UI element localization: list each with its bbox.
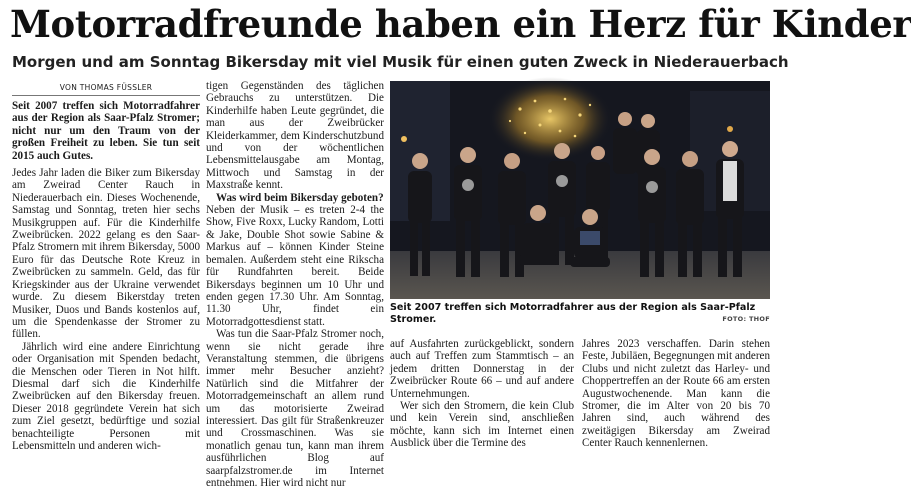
group-photo-illustration — [390, 81, 770, 299]
paragraph: Wer sich den Stromern, die kein Club und kein Verein sind, anschließen möchte, kann sich im Internet einen Ausblick über die Termine des — [390, 400, 574, 450]
paragraph: Jahres 2023 verschaffen. Darin stehen Feste, Jubiläen, Begegnungen mit anderen Clubs und nicht zuletzt das Harley- und Choppertreffen an der Route 66 am ersten Augustwochenende. Man kann die Stromer, die im Alter von 20 bis 70 Jahren sind, auch während des zweitägigen Bikersday am Zweirad Center Rauch kennenlernen. — [582, 338, 770, 450]
article-headline: Motorradfreunde haben ein Herz für Kinder — [10, 2, 911, 46]
paragraph: Jedes Jahr laden die Biker zum Bikersday am Zweirad Center Rauch in Niederauerbach ein. Dieses Wochenende, Samstag und Sonntag, treten hier sechs Musikgruppen auf. Für die Kinderhilfe Zweibrücken. 2022 gelang es den Saar-Pfalz Stromern mit ihrem Bikersday, 5000 Euro für das Deutsche Rote Kreuz in Zweibrücken zu sammeln. Geld, das für Kriegskinder aus der Ukraine verwendet wurde. Zu diesem Bikerstday treten Musiker, Duos und Bands kostenlos auf, um die Spendenkasse der Stromer zu füllen. — [12, 167, 200, 341]
article-lead: Seit 2007 treffen sich Motorradfahrer aus der Region als Saar-Pfalz Stromer; nicht nur um den Traum von der großen Freiheit zu leben. Sie tun seit 2015 auch Gutes. — [12, 100, 200, 162]
paragraph: Was tun die Saar-Pfalz Stromer noch, wenn sie nicht gerade ihre Veranstaltung stemmen, die übrigens immer mehr Besucher anzieht? Natürlich sind die Mitfahrer der Motorradgemeinschaft an allem rund um das motorisierte Zweirad interessiert. Das gilt für Straßenkreuzer und Crossmaschinen. Was sie monatlich genau tun, kann man ihrem ausführlichen Blog auf saarpfalzstromer.de im Internet entnehmen. Hier wird nicht nur — [206, 328, 384, 489]
question-heading: Was wird beim Bikersday geboten? — [216, 191, 384, 204]
text-column-1 — [12, 100, 200, 452]
paragraph: Jährlich wird eine andere Einrichtung oder Organisation mit Spenden bedacht, die Menschen oder Tieren in Not hilft. Diesmal darf sich die Kinderhilfe Zweibrücken auf den Bikersday freuen. Dieser 2018 gegründete Verein hat sich zum Ziel gesetzt, bedürftige und sozial benachteiligte Personen mit Lebensmitteln und anderen wich- — [12, 340, 200, 452]
paragraph: tigen Gegenständen des täglichen Gebrauchs zu unterstützen. Die Kinderhilfe haben Leute gegründet, die man aus der Zweibrücker Kleiderkammer, dem Kinderschutzbund und von der wöchentlichen Lebensmittelausgabe am Montag, Mittwoch und Samstag in der Maxstraße kennt. — [206, 80, 384, 192]
paragraph: auf Ausfahrten zurückgeblickt, sondern auch auf Treffen zum Stammtisch – an jedem dritten Donnerstag in der Zweibrücker Route 66 – und auf andere Unternehmungen. — [390, 338, 574, 400]
paragraph: Neben der Musik – es treten 2-4 the Show, Five Roxx, Lucky Random, Lotti & Jake, Double Shot sowie Sabine & Markus auf – können Kinder Steine bemalen. Außerdem steht eine Rikscha für Rundfahrten bereit. Beide Bikersdays beginnen um 10 Uhr und enden gegen 17.30 Uhr. Am Sonntag, 11.30 Uhr, findet ein Motorradgottesdienst statt. — [206, 204, 385, 328]
text-column-4 — [582, 338, 770, 450]
article-byline: VON THOMAS FÜSSLER — [12, 82, 200, 96]
text-column-3 — [390, 338, 574, 450]
text-column-2 — [206, 80, 384, 489]
article-subheadline: Morgen und am Sonntag Bikersday mit viel Musik für einen guten Zweck in Niederauerbach — [12, 53, 789, 71]
photo-caption: Seit 2007 treffen sich Motorradfahrer aus der Region als Saar-Pfalz Stromer. — [390, 302, 756, 325]
group-photo — [390, 81, 770, 299]
photo-credit: FOTO: THOF — [722, 315, 770, 323]
